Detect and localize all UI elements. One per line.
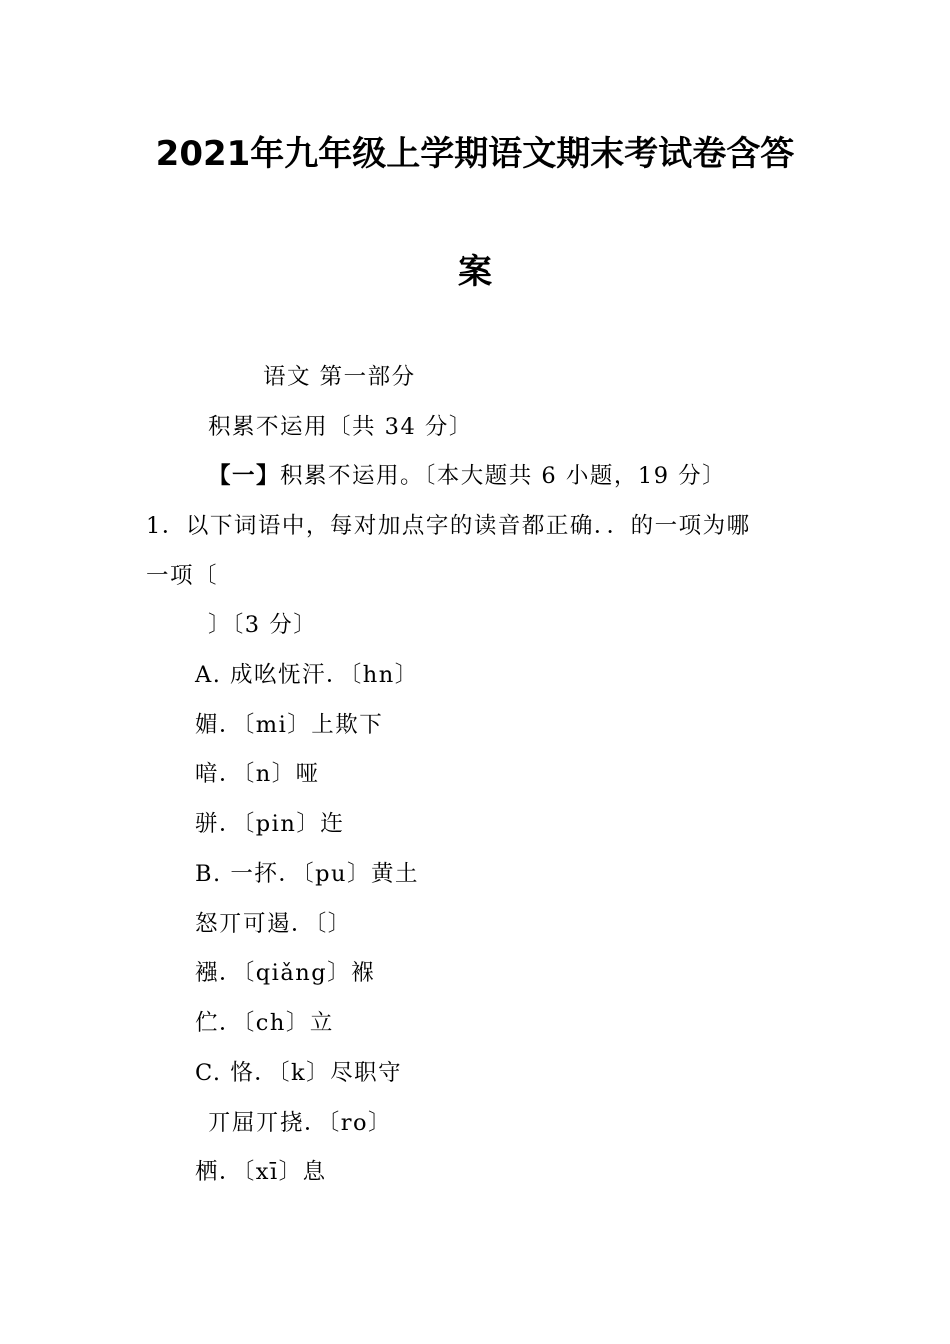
part-heading: 积累不运用〔共 34 分〕	[208, 414, 473, 440]
option-c-line3: 栖．〔xī〕息	[195, 1159, 327, 1185]
option-a-line4: 骈．〔pin〕迕	[195, 811, 345, 837]
question-1-text: 1．以下词语中，每对加点字的读音都正确．．的一项为哪	[146, 513, 751, 539]
question-1-continuation: 一项〔	[146, 563, 219, 589]
section-marker: 【一】	[208, 463, 281, 489]
question-1-score: 〕〔3 分〕	[208, 612, 318, 638]
option-b-line1: B. 一抔．〔pu〕黄土	[195, 861, 419, 887]
option-a-line1: A. 成吆怃汗．〔hn〕	[195, 662, 419, 688]
option-b-line4: 伫．〔ch〕立	[195, 1010, 334, 1036]
option-b-line2: 怒丌可遏．〔〕	[195, 911, 352, 937]
section-heading: 语文 第一部分	[263, 364, 416, 390]
option-c-line1: C. 恪．〔k〕尽职守	[195, 1060, 403, 1086]
option-a-line2: 媚．〔mi〕上欺下	[195, 712, 384, 738]
document-title-line1: 2021年九年级上学期语文期末考试卷含答	[155, 134, 795, 174]
subsection-text: 积累不运用。〔本大题共 6 小题，19 分〕	[280, 463, 727, 489]
option-c-line2: 丌屈丌挠．〔ro〕	[208, 1110, 393, 1136]
option-a-line3: 喑．〔n〕哑	[195, 761, 320, 787]
document-title-line2: 案	[458, 252, 492, 292]
option-b-line3: 襁．〔qiǎng〕褓	[195, 960, 376, 986]
subsection-heading	[208, 461, 726, 491]
